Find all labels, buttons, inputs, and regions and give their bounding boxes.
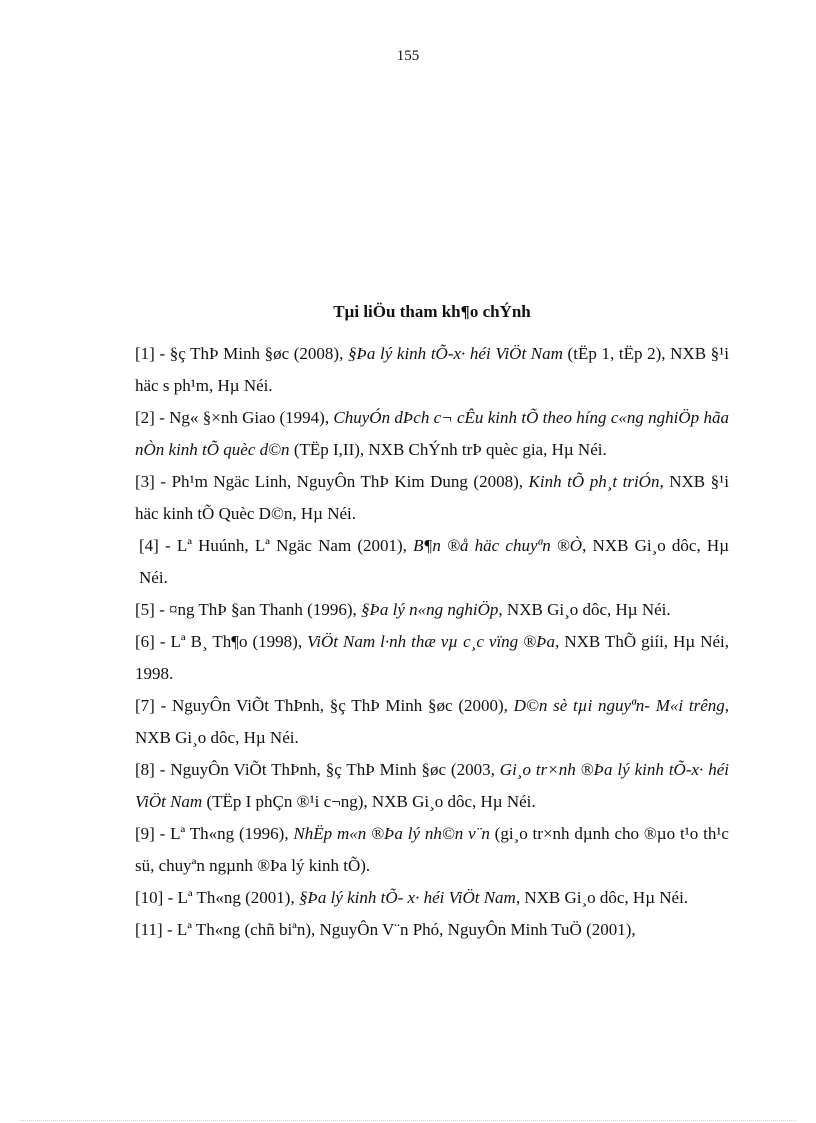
ref-title: §Þa lý kinh tÕ-x· héi ViÖt Nam [347,344,563,363]
reference-item-11 [135,914,729,946]
section-title: Tµi liÖu tham kh¶o chÝnh [333,302,531,321]
ref-title: §Þa lý n«ng nghiÖp [361,600,499,619]
ref-publisher: (tËp 1, tËp 2), NXB §¹i häc s ph¹m, Hµ Néi. [135,344,729,395]
ref-title: §Þa lý kinh tÕ- x· héi ViÖt Nam [298,888,516,907]
ref-meta: [5] - ¤ng ThÞ §an Thanh (1996), [135,600,362,619]
ref-publisher: , NXB Gi¸o dôc, Hµ Néi. [515,888,689,907]
reference-item-6 [135,626,729,690]
ref-title: B¶n ®å häc chuyªn ®Ò [413,536,583,555]
ref-meta: [4] - Lª Huúnh, Lª Ngäc Nam (2001), [139,536,414,555]
ref-publisher: (gi¸o tr×nh dµnh cho ®µo t¹o th¹c sü, chuyªn ngµnh ®Þa lý kinh tÕ). [135,824,729,875]
reference-item-4 [135,530,729,594]
ref-title: Kinh tÕ ph¸t triÓn [528,472,660,491]
reference-item-10 [135,882,729,914]
ref-publisher: (TËp I phÇn ®¹i c¬ng), NXB Gi¸o dôc, Hµ Néi. [202,792,536,811]
page-number: 155 [396,48,420,64]
ref-publisher: , NXB Gi¸o dôc, Hµ Néi. [139,536,729,587]
ref-meta: [9] - Lª Th«ng (1996), [135,824,294,843]
ref-meta: [7] - NguyÔn ViÕt ThÞnh, §ç ThÞ Minh §øc (2000), [135,696,514,715]
reference-item-3 [135,466,729,530]
page-bottom-divider [20,1120,796,1121]
ref-publisher: , NXB Gi¸o dôc, Hµ Néi. [498,600,671,619]
ref-publisher: , NXB §¹i häc kinh tÕ Quèc D©n, Hµ Néi. [135,472,729,523]
ref-publisher: , NXB Gi¸o dôc, Hµ Néi. [135,696,729,747]
ref-meta: [2] - Ng« §×nh Giao (1994), [135,408,334,427]
ref-publisher: , NXB ThÕ giíi, Hµ Néi, 1998. [135,632,729,683]
ref-meta: [3] - Ph¹m Ngäc Linh, NguyÔn ThÞ Kim Dung (2008), [135,472,529,491]
ref-meta: [11] - Lª Th«ng (chñ biªn), NguyÔn V¨n Phó, NguyÔn Minh TuÖ (2001), [135,920,636,939]
reference-item-7 [135,690,729,754]
ref-title: D©n sè tµi nguyªn- M«i trêng [513,696,725,715]
ref-title: ChuyÓn dÞch c¬ cÊu kinh tÕ theo híng c«ng nghiÖp hãa nÒn kinh tÕ quèc d©n [135,408,730,459]
ref-meta: [1] - §ç ThÞ Minh §øc (2008), [135,344,348,363]
ref-title: ViÖt Nam l·nh thæ vµ c¸c vïng ®Þa [307,632,556,651]
ref-meta: [8] - NguyÔn ViÕt ThÞnh, §ç ThÞ Minh §øc (2003, [135,760,500,779]
ref-title: Gi¸o tr×nh ®Þa lý kinh tÕ-x· héi ViÖt Nam [135,760,729,811]
reference-item-5 [135,594,729,626]
ref-meta: [10] - Lª Th«ng (2001), [135,888,299,907]
reference-item-1 [135,338,729,402]
ref-publisher: (TËp I,II), NXB ChÝnh trÞ quèc gia, Hµ Néi. [289,440,607,459]
reference-list [135,338,729,946]
reference-item-2 [135,402,729,466]
reference-item-9 [135,818,729,882]
ref-title: NhËp m«n ®Þa lý nh©n v¨n [293,824,490,843]
ref-meta: [6] - Lª B¸ Th¶o (1998), [135,632,308,651]
reference-item-8 [135,754,729,818]
